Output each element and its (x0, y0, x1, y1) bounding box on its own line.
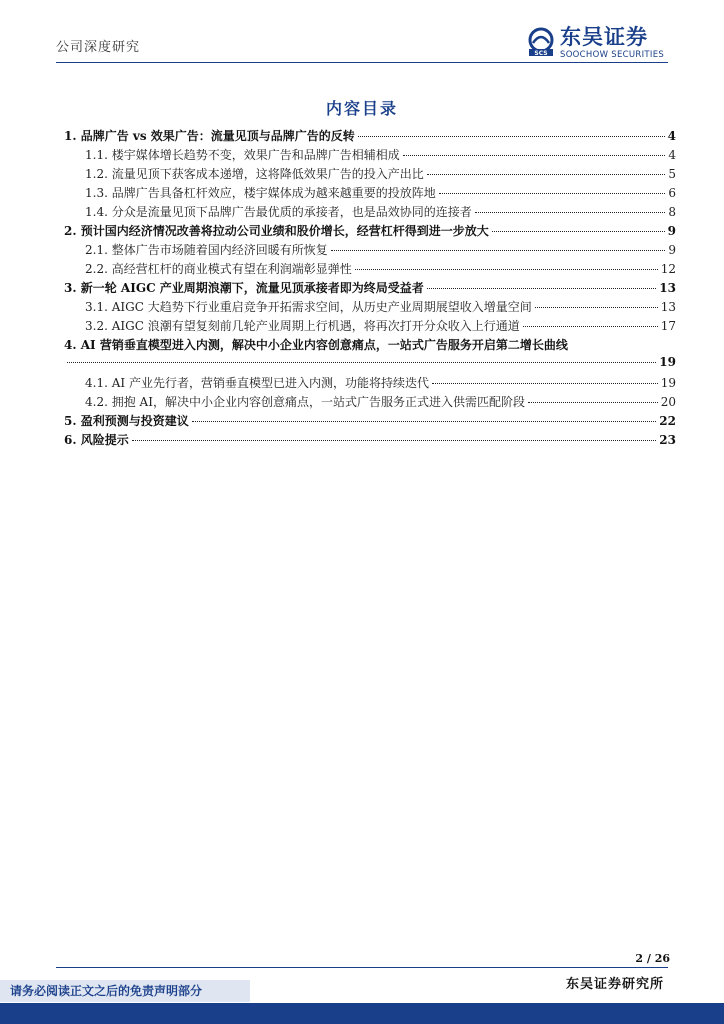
toc-entry[interactable] (64, 146, 676, 165)
toc-entry-page: 13 (660, 300, 676, 314)
toc-leader-dots (355, 269, 658, 270)
toc-entry-page: 20 (660, 395, 676, 409)
toc-entry[interactable] (64, 222, 676, 241)
page-indicator: 2 / 26 (635, 952, 670, 965)
toc-entry-text: 楼宇媒体增长趋势不变，效果广告和品牌广告相辅相成 (111, 148, 400, 162)
toc-entry-text: 高经营杠杆的商业模式有望在利润端彰显弹性 (111, 262, 352, 276)
toc-leader-dots (528, 402, 658, 403)
toc-entry-page: 9 (668, 243, 676, 257)
toc-entry-text: 盈利预测与投资建议 (80, 414, 189, 428)
toc-entry-text: AI 产业先行者，营销垂直模型已进入内测，功能将持续迭代 (111, 376, 429, 390)
toc-entry-page: 13 (659, 281, 676, 295)
toc-entry[interactable] (64, 431, 676, 450)
toc-entry-number: 3. (64, 281, 77, 295)
toc-entry-page: 23 (659, 433, 676, 447)
toc-entry[interactable] (64, 412, 676, 431)
toc-entry-number: 6. (64, 433, 77, 447)
toc-entry-page: 4 (667, 129, 676, 143)
toc-entry-page: 5 (668, 167, 676, 181)
logo-mark-letters: SCS (534, 50, 548, 57)
toc-entry-page: 19 (659, 355, 676, 369)
toc-entry-page: 12 (660, 262, 676, 276)
toc-entry-text: 新一轮 AIGC 产业周期浪潮下，流量见顶承接者即为终局受益者 (80, 281, 424, 295)
toc-entry-number: 2.2. (85, 262, 108, 276)
soochow-logo-icon (526, 27, 556, 57)
disclaimer-notice: 请务必阅读正文之后的免责声明部分 (0, 980, 250, 1002)
toc-entry-text: AI 营销垂直模型进入内测，解决中小企业内容创意痛点，一站式广告服务开启第二增长曲线 (80, 338, 568, 352)
toc-leader-dots (192, 421, 657, 422)
footer-divider (56, 967, 668, 968)
toc-entry[interactable] (64, 184, 676, 203)
toc-entry[interactable] (64, 127, 676, 146)
toc-entry-text: 分众是流量见顶下品牌广告最优质的承接者，也是品效协同的连接者 (111, 205, 472, 219)
toc-entry-number: 4.1. (85, 376, 108, 390)
toc-entry-page: 6 (668, 186, 676, 200)
toc-leader-dots (331, 250, 665, 251)
toc-entry[interactable] (64, 393, 676, 412)
toc-entry[interactable] (64, 165, 676, 184)
toc-entry-page: 8 (668, 205, 676, 219)
toc-entry-number: 2. (64, 224, 77, 238)
toc-entry-number: 1.1. (85, 148, 108, 162)
toc-entry-page: 4 (668, 148, 676, 162)
toc-entry-number: 1.3. (85, 186, 108, 200)
toc-entry-number: 1. (64, 129, 77, 143)
toc-entry-number: 3.1. (85, 300, 108, 314)
toc-leader-dots (403, 155, 665, 156)
toc-leader-dots (535, 307, 658, 308)
toc-entry-text: 品牌广告 vs 效果广告：流量见顶与品牌广告的反转 (80, 129, 355, 143)
toc-entry-number: 2.1. (85, 243, 108, 257)
toc-entry-text: 风险提示 (80, 433, 129, 447)
toc-entry[interactable] (64, 298, 676, 317)
toc-entry[interactable] (64, 374, 676, 393)
toc-entry-text: AIGC 大趋势下行业重启竞争开拓需求空间，从历史产业周期展望收入增量空间 (111, 300, 532, 314)
toc-leader-dots (427, 288, 656, 289)
toc-entry-text: AIGC 浪潮有望复刻前几轮产业周期上行机遇，将再次打开分众收入上行通道 (111, 319, 520, 333)
toc-leader-dots (523, 326, 658, 327)
institute-name: 东吴证券研究所 (565, 977, 664, 992)
footer-brand-bar (0, 1003, 724, 1024)
toc-entry[interactable] (64, 260, 676, 279)
toc-leader-dots (475, 212, 665, 213)
report-type-label: 公司深度研究 (56, 40, 141, 55)
logo-en-text: SOOCHOW SECURITIES (560, 50, 665, 60)
toc-leader-dots (358, 136, 665, 137)
toc-leader-dots (67, 362, 656, 363)
toc-entry-number: 4.2. (85, 395, 108, 409)
header-divider (56, 62, 668, 63)
toc-leader-dots (492, 231, 665, 232)
toc-leader-dots (132, 440, 657, 441)
toc-entry[interactable] (64, 317, 676, 336)
toc-entry-number: 3.2. (85, 319, 108, 333)
toc-entry-number: 1.2. (85, 167, 108, 181)
toc-leader-dots (432, 383, 658, 384)
toc-entry[interactable] (64, 336, 676, 374)
toc-entry[interactable] (64, 203, 676, 222)
toc-entry[interactable] (64, 279, 676, 298)
toc-entry-page: 22 (659, 414, 676, 428)
toc-entry-page: 17 (660, 319, 676, 333)
toc-entry-text: 拥抱 AI，解决中小企业内容创意痛点，一站式广告服务正式进入供需匹配阶段 (111, 395, 525, 409)
toc-entry-page: 9 (667, 224, 676, 238)
toc-entry-text: 品牌广告具备杠杆效应，楼宇媒体成为越来越重要的投放阵地 (111, 186, 436, 200)
toc-entry[interactable] (64, 241, 676, 260)
brand-logo (526, 27, 664, 60)
toc-entry-text: 整体广告市场随着国内经济回暖有所恢复 (111, 243, 328, 257)
table-of-contents (64, 127, 676, 450)
toc-entry-number: 5. (64, 414, 77, 428)
toc-entry-number: 1.4. (85, 205, 108, 219)
logo-cn-text: 东吴证券 (560, 25, 648, 49)
toc-leader-dots (427, 174, 665, 175)
toc-entry-text: 预计国内经济情况改善将拉动公司业绩和股价增长，经营杠杆得到进一步放大 (80, 224, 489, 238)
toc-entry-number: 4. (64, 338, 77, 352)
toc-title: 内容目录 (325, 99, 398, 118)
toc-leader-dots (439, 193, 665, 194)
toc-entry-page: 19 (660, 376, 676, 390)
toc-entry-text: 流量见顶下获客成本递增，这将降低效果广告的投入产出比 (111, 167, 424, 181)
